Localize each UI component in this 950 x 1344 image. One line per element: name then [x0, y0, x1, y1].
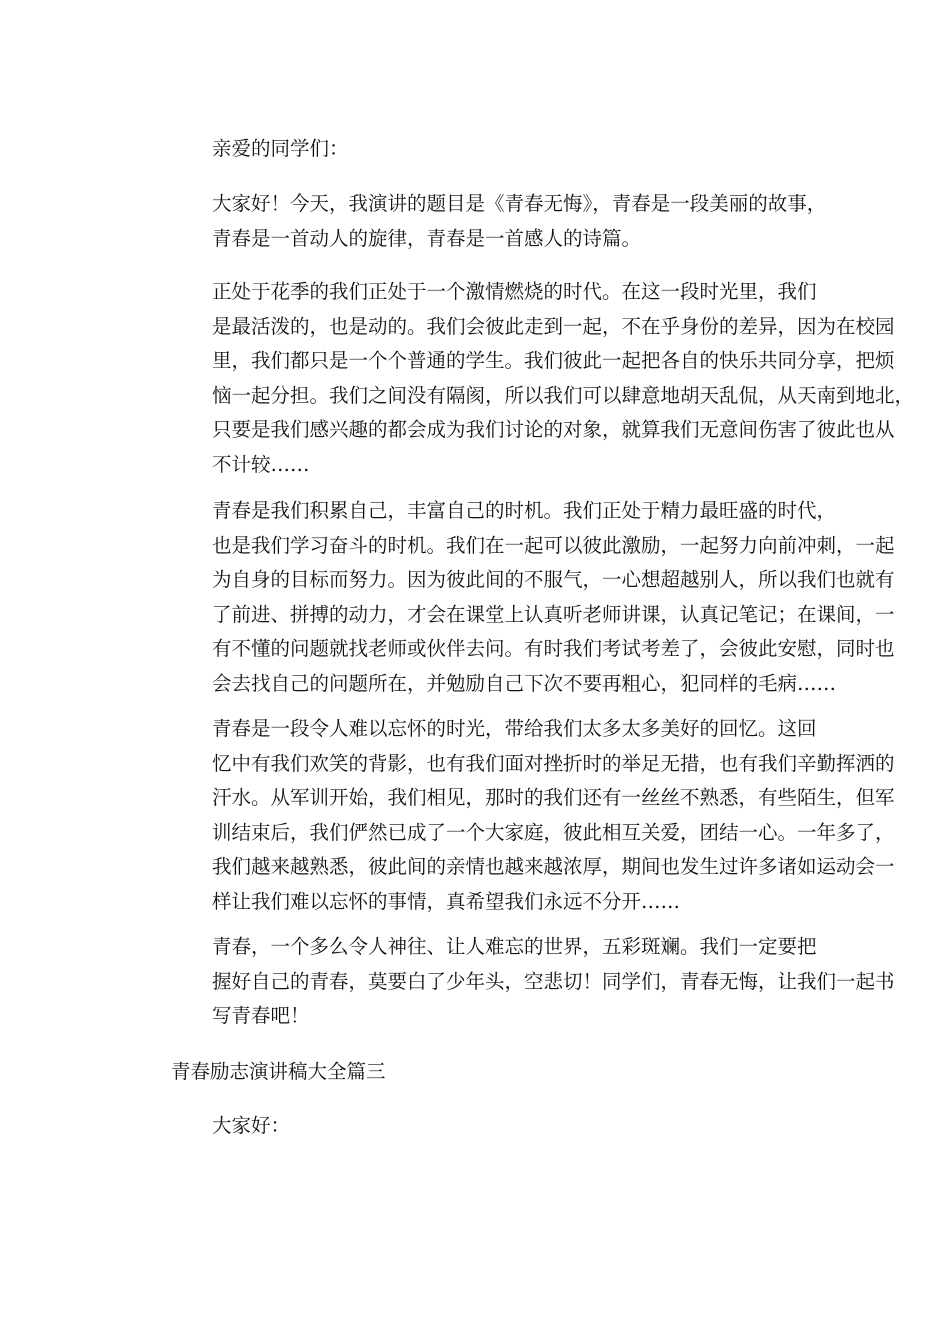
greeting: 亲爱的同学们：: [212, 137, 349, 160]
section-title: 青春励志演讲稿大全篇三: [171, 1060, 386, 1083]
paragraph-line: 青春，一个多么令人神往、让人难忘的世界，五彩斑斓。我们一定要把: [212, 935, 817, 958]
paragraph-line: 了前进、拼搏的动力，才会在课堂上认真听老师讲课，认真记笔记；在课间，一: [212, 602, 895, 626]
paragraph-5: [170, 930, 895, 1034]
paragraph-line: 样让我们难以忘怀的事情，真希望我们永远不分开……: [212, 889, 681, 913]
paragraph-line: 有不懂的问题就找老师或伙伴去问。有时我们考试考差了，会彼此安慰，同时也: [212, 637, 895, 660]
paragraph-2: [170, 275, 915, 482]
paragraph-line: 握好自己的青春，莫要白了少年头，空悲切！同学们，青春无悔，让我们一起书: [212, 969, 895, 993]
paragraph-line: 不计较……: [212, 452, 310, 476]
paragraph-line: 为自身的目标而努力。因为彼此间的不服气，一心想超越别人，所以我们也就有: [212, 568, 895, 591]
paragraph-4: [170, 712, 895, 919]
paragraph-line: 里，我们都只是一个个普通的学生。我们彼此一起把各自的快乐共同分享，把烦: [212, 349, 895, 372]
closing-greeting: 大家好：: [212, 1114, 291, 1137]
paragraph-line: 我们越来越熟悉，彼此间的亲情也越来越浓厚，期间也发生过许多诸如运动会一: [212, 855, 895, 878]
paragraph-line: 只要是我们感兴趣的都会成为我们讨论的对象，就算我们无意间伤害了彼此也从: [212, 418, 895, 441]
paragraph-line: 汗水。从军训开始，我们相见，那时的我们还有一丝丝不熟悉，有些陌生，但军: [212, 786, 895, 809]
paragraph-line: 青春是我们积累自己，丰富自己的时机。我们正处于精力最旺盛的时代，: [212, 499, 837, 522]
paragraph-3: [170, 494, 895, 701]
paragraph-line: 会去找自己的问题所在，并勉励自己下次不要再粗心，犯同样的毛病……: [212, 671, 837, 695]
paragraph-line: 训结束后，我们俨然已成了一个大家庭，彼此相互关爱，团结一心。一年多了，: [212, 820, 895, 844]
paragraph-line: 也是我们学习奋斗的时机。我们在一起可以彼此激励，一起努力向前冲刺，一起: [212, 533, 895, 557]
paragraph-line: 是最活泼的，也是动的。我们会彼此走到一起，不在乎身份的差异，因为在校园: [212, 314, 895, 338]
paragraph-line: 青春是一首动人的旋律，青春是一首感人的诗篇。: [212, 226, 642, 250]
paragraph-line: 恼一起分担。我们之间没有隔阂，所以我们可以肆意地胡天乱侃，从天南到地北，: [212, 383, 915, 407]
paragraph-1: [170, 187, 827, 256]
paragraph-line: 大家好！今天，我演讲的题目是《青春无悔》，青春是一段美丽的故事，: [212, 192, 827, 215]
paragraph-line: 正处于花季的我们正处于一个激情燃烧的时代。在这一段时光里，我们: [212, 280, 817, 303]
paragraph-line: 忆中有我们欢笑的背影，也有我们面对挫折时的举足无措，也有我们辛勤挥洒的: [212, 751, 895, 775]
paragraph-line: 写青春吧！: [212, 1004, 310, 1027]
paragraph-line: 青春是一段令人难以忘怀的时光，带给我们太多太多美好的回忆。这回: [212, 717, 817, 740]
